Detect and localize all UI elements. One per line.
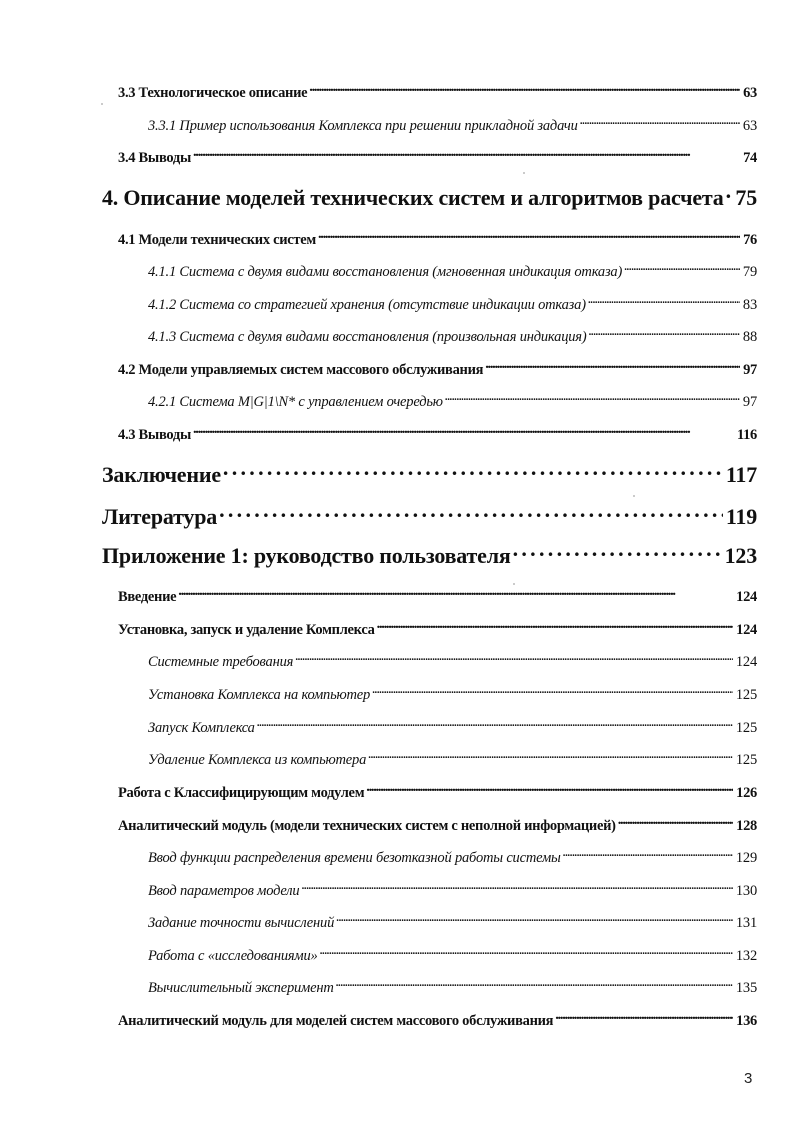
dot-leader (219, 502, 723, 524)
toc-entry-title: Литература (102, 504, 218, 529)
toc-entry-page-number: 124 (736, 621, 757, 638)
scan-artifact (633, 495, 635, 497)
toc-entry-title: Задание точности вычислений (148, 914, 335, 931)
dot-leader (513, 541, 722, 563)
toc-entry-page-number: 88 (742, 328, 757, 345)
toc-entry-page-number: 126 (736, 784, 757, 801)
scan-artifact (523, 172, 525, 174)
toc-entry-title: Удаление Комплекса из компьютера (148, 751, 367, 768)
toc-entry-page-number: 83 (742, 296, 757, 313)
toc-entry-level-3[interactable] (148, 717, 757, 737)
toc-entry-title: 4.1.1 Система с двумя видами восстановления (мгновенная индикация отказа) (148, 263, 623, 280)
toc-entry-title: Установка, запуск и удаление Комплекса (118, 621, 375, 638)
toc-entry-title: 4.2 Модели управляемых систем массового обслуживания (118, 361, 484, 378)
toc-entry-level-3[interactable] (148, 684, 757, 704)
toc-entry-page-number: 63 (743, 84, 757, 101)
toc-entry-page-number: 128 (736, 817, 757, 834)
toc-entry-level-3[interactable] (148, 115, 757, 135)
toc-entry-page-number: 123 (724, 543, 757, 568)
dot-leader (295, 651, 733, 666)
toc-entry-page-number: 79 (742, 263, 757, 280)
toc-entry-page-number: 135 (735, 979, 757, 996)
toc-entry-page-number: 63 (742, 117, 757, 134)
toc-entry-level-3[interactable] (148, 391, 757, 411)
toc-entry-level-3[interactable] (148, 945, 757, 965)
dot-leader (624, 261, 740, 276)
dot-leader (580, 115, 740, 130)
toc-entry-level-2[interactable] (118, 815, 757, 835)
dot-leader (485, 359, 740, 374)
toc-entry-level-2[interactable] (118, 1010, 757, 1030)
toc-entry-title: 3.3.1 Пример использования Комплекса при решении прикладной задачи (148, 117, 578, 134)
toc-entry-page-number: 75 (735, 185, 757, 210)
dot-leader (257, 717, 733, 732)
dot-leader (320, 945, 733, 960)
scan-artifact (513, 583, 515, 585)
toc-entry-page-number: 76 (743, 231, 757, 248)
toc-entry-level-2[interactable] (118, 782, 757, 802)
dot-leader (336, 977, 733, 992)
toc-entry-title: 4.3 Выводы (118, 426, 191, 443)
toc-entry-title: Системные требования (148, 653, 294, 670)
toc-entry-page-number: 124 (735, 653, 757, 670)
scan-artifact (101, 103, 103, 105)
toc-entry-page-number: 130 (735, 882, 757, 899)
dot-leader (336, 912, 733, 927)
toc-entry-title: 4.2.1 Система M|G|1\N* с управлением очередью (148, 393, 443, 410)
toc-entry-level-1[interactable] (102, 183, 757, 211)
toc-entry-level-3[interactable] (148, 326, 757, 346)
toc-entry-page-number: 116 (736, 426, 757, 443)
dot-leader (178, 586, 733, 601)
toc-entry-title: Аналитический модуль (модели технических систем с неполной информацией) (118, 817, 616, 834)
toc-entry-page-number: 125 (735, 686, 757, 703)
toc-entry-title: Введение (118, 588, 177, 605)
toc-entry-page-number: 124 (736, 588, 757, 605)
toc-entry-level-2[interactable] (118, 586, 757, 606)
dot-leader (223, 460, 723, 482)
dot-leader (309, 82, 740, 97)
toc-entry-title: Ввод параметров модели (148, 882, 300, 899)
toc-entry-title: Ввод функции распределения времени безотказной работы системы (148, 849, 561, 866)
dot-leader (372, 684, 733, 699)
toc-entry-title: Аналитический модуль для моделей систем массового обслуживания (118, 1012, 554, 1029)
dot-leader (555, 1010, 733, 1025)
toc-entry-title: 3.4 Выводы (118, 149, 191, 166)
dot-leader (618, 815, 733, 830)
toc-entry-level-1[interactable] (102, 502, 757, 530)
toc-entry-title: Установка Комплекса на компьютер (148, 686, 371, 703)
toc-entry-page-number: 136 (736, 1012, 757, 1029)
toc-entry-title: 4.1.2 Система со стратегией хранения (отсутствие индикации отказа) (148, 296, 586, 313)
toc-entry-level-3[interactable] (148, 880, 757, 900)
page-number: 3 (744, 1070, 753, 1087)
dot-leader (377, 619, 734, 634)
toc-entry-level-3[interactable] (148, 912, 757, 932)
toc-entry-level-3[interactable] (148, 847, 757, 867)
dot-leader (563, 847, 733, 862)
toc-entry-page-number: 132 (735, 947, 757, 964)
toc-entry-level-2[interactable] (118, 359, 757, 379)
toc-entry-title: 4. Описание моделей технических систем и алгоритмов расчета (102, 185, 724, 210)
dot-leader (318, 229, 740, 244)
dot-leader (301, 880, 732, 895)
toc-entry-page-number: 131 (735, 914, 757, 931)
dot-leader (588, 294, 740, 309)
toc-entry-title: Вычислительный эксперимент (148, 979, 334, 996)
toc-entry-title: 3.3 Технологическое описание (118, 84, 308, 101)
dot-leader (726, 183, 733, 205)
toc-entry-level-1[interactable] (102, 541, 757, 569)
toc-entry-page-number: 74 (743, 149, 757, 166)
toc-entry-level-1[interactable] (102, 460, 757, 488)
toc-entry-level-2[interactable] (118, 619, 757, 639)
toc-entry-level-3[interactable] (148, 749, 757, 769)
toc-entry-page-number: 125 (735, 751, 757, 768)
toc-entry-title: Приложение 1: руководство пользователя (102, 543, 511, 568)
toc-entry-page-number: 117 (725, 462, 757, 487)
dot-leader (368, 749, 733, 764)
toc-entry-title: 4.1 Модели технических систем (118, 231, 316, 248)
dot-leader (193, 147, 740, 162)
toc-entry-page-number: 97 (742, 393, 757, 410)
toc-entry-level-2[interactable] (118, 82, 757, 102)
dot-leader (588, 326, 739, 341)
toc-entry-level-3[interactable] (148, 651, 757, 671)
dot-leader (193, 424, 734, 439)
toc-entry-level-3[interactable] (148, 294, 757, 314)
toc-entry-level-2[interactable] (118, 147, 757, 167)
dot-leader (445, 391, 740, 406)
toc-entry-page-number: 97 (743, 361, 757, 378)
toc-entry-page-number: 125 (735, 719, 757, 736)
toc-entry-page-number: 129 (735, 849, 757, 866)
toc-entry-title: Запуск Комплекса (148, 719, 255, 736)
toc-entry-level-3[interactable] (148, 977, 757, 997)
toc-entry-title: 4.1.3 Система с двумя видами восстановления (произвольная индикация) (148, 328, 587, 345)
dot-leader (366, 782, 733, 797)
toc-entry-level-2[interactable] (118, 229, 757, 249)
toc-entry-level-3[interactable] (148, 261, 757, 281)
toc-entry-title: Работа с Классифицирующим модулем (118, 784, 365, 801)
toc-entry-page-number: 119 (725, 504, 757, 529)
toc-entry-level-2[interactable] (118, 424, 757, 444)
toc-entry-title: Заключение (102, 462, 221, 487)
toc-entry-title: Работа с «исследованиями» (148, 947, 318, 964)
